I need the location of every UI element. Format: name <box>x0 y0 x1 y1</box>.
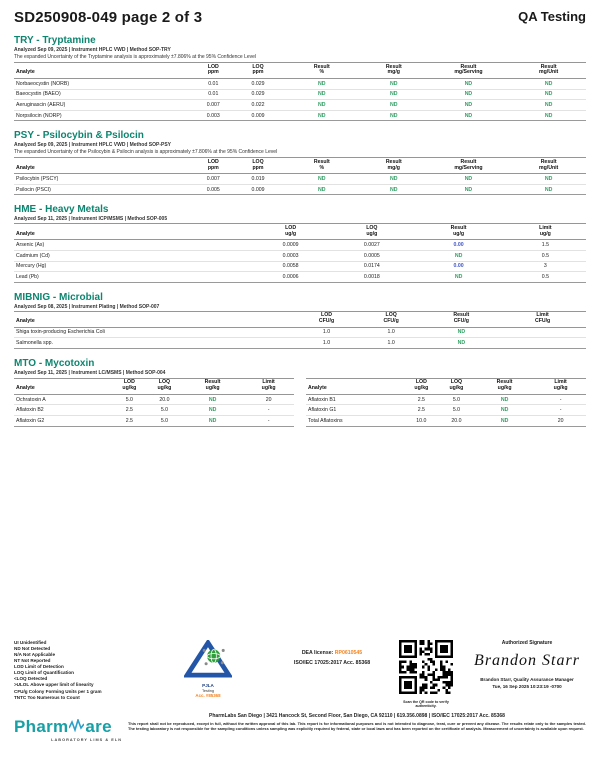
value-cell: 2.5 <box>404 405 439 416</box>
analyte-cell: Arsenic (As) <box>14 240 250 251</box>
table-row <box>14 261 586 272</box>
table-row <box>14 110 586 121</box>
qr-caption: Scan the QR code to verify authenticity. <box>403 700 449 708</box>
value-cell: 0.00 <box>412 240 504 251</box>
analyte-cell: Aflatoxin G1 <box>306 405 404 416</box>
value-cell: 0.0018 <box>331 272 412 283</box>
legend-item: CFU/g Colony Forming Units per 1 gram <box>14 688 102 694</box>
value-cell <box>499 327 586 338</box>
legend-item: >ULOL Above upper limit of linearity <box>14 682 94 688</box>
footer-text-block <box>122 713 586 732</box>
table-row <box>14 240 586 251</box>
column-header: LOD ppm <box>192 63 234 79</box>
value-cell: 0.5 <box>505 250 586 261</box>
value-cell: ND <box>282 78 362 89</box>
waveform-icon <box>69 719 84 732</box>
value-cell: 5.0 <box>147 416 182 427</box>
legend-item: NT Not Reported <box>14 658 51 664</box>
value-cell: 0.029 <box>234 89 281 100</box>
value-cell: 1.0 <box>359 338 424 349</box>
value-cell: ND <box>182 416 243 427</box>
value-cell: 1.0 <box>359 327 424 338</box>
value-cell: 0.019 <box>234 174 281 185</box>
column-header: LOD ug/kg <box>112 378 147 394</box>
pjla-subtitle: Testing <box>201 688 215 693</box>
section-tryptamine <box>14 35 586 121</box>
analyte-cell: Norbaeocystin (NORB) <box>14 78 192 89</box>
table-row <box>14 174 586 185</box>
value-cell: 0.005 <box>192 184 234 195</box>
pharmware-text-right: are <box>85 717 112 736</box>
value-cell: 1.0 <box>294 338 359 349</box>
value-cell: 0.007 <box>192 174 234 185</box>
value-cell: ND <box>362 110 426 121</box>
value-cell: - <box>243 405 294 416</box>
dea-license-label: DEA license: <box>301 650 335 656</box>
table-row <box>14 250 586 261</box>
value-cell: 0.01 <box>192 89 234 100</box>
analyte-cell: Psilocybin (PSCY) <box>14 174 192 185</box>
value-cell: 1.5 <box>505 240 586 251</box>
dea-license-number: RP0610545 <box>334 650 363 656</box>
column-header: Result mg/Unit <box>511 63 586 79</box>
table-row <box>306 394 586 405</box>
value-cell: 0.00 <box>412 261 504 272</box>
value-cell: ND <box>474 416 535 427</box>
value-cell: ND <box>426 100 512 111</box>
value-cell: ND <box>412 250 504 261</box>
report-footer <box>14 640 586 742</box>
column-header: Result mg/g <box>362 158 426 174</box>
license-block <box>272 648 392 669</box>
value-cell: 0.009 <box>234 110 281 121</box>
table-row <box>14 416 294 427</box>
section-title: TRY - Tryptamine <box>14 35 96 46</box>
value-cell: 2.5 <box>112 416 147 427</box>
column-header: Analyte <box>14 378 112 394</box>
section-analysis-meta: Analyzed Sep 11, 2025 | Instrument ICP/MSMS | Method SOP-005 <box>14 216 168 223</box>
value-cell: 20.0 <box>439 416 474 427</box>
table-header-row <box>14 224 586 240</box>
column-header: LOQ ug/kg <box>439 378 474 394</box>
column-header: LOD ug/kg <box>404 378 439 394</box>
value-cell: ND <box>474 405 535 416</box>
analyte-cell: Aflatoxin G2 <box>14 416 112 427</box>
value-cell: ND <box>282 174 362 185</box>
mycotoxin-results-table-left <box>14 378 294 427</box>
authorized-signature-block <box>468 640 586 689</box>
value-cell: 5.0 <box>439 405 474 416</box>
value-cell: ND <box>511 110 586 121</box>
value-cell: ND <box>282 184 362 195</box>
analyte-cell: Norpsilocin (NORP) <box>14 110 192 121</box>
column-header: Limit ug/kg <box>535 378 586 394</box>
table-row <box>306 416 586 427</box>
iso-accreditation-line: ISO/IEC 17025:2017 Acc. 85368 <box>293 660 371 667</box>
value-cell: ND <box>511 100 586 111</box>
value-cell: ND <box>511 78 586 89</box>
analyte-cell: Baeocystin (BAEO) <box>14 89 192 100</box>
column-header: Analyte <box>14 311 294 327</box>
signatory-name-title: Brandon Starr, Quality Assurance Manager <box>480 677 574 682</box>
value-cell: 0.0174 <box>331 261 412 272</box>
column-header: LOD CFU/g <box>294 311 359 327</box>
value-cell: ND <box>282 110 362 121</box>
column-header: Result mg/Serving <box>426 158 512 174</box>
value-cell: 0.0005 <box>331 250 412 261</box>
pharmware-tagline: LABORATORY LIMS & ELN <box>51 738 122 742</box>
uncertainty-note: The expanded Uncertainty of the Psilocybin & Psilocin analysis is approximately ±7.806% at the 95% Confidence Level <box>14 149 278 156</box>
value-cell: ND <box>282 100 362 111</box>
table-header-row <box>14 63 586 79</box>
table-row <box>14 338 586 349</box>
value-cell: - <box>535 394 586 405</box>
value-cell: ND <box>362 184 426 195</box>
value-cell: ND <box>362 174 426 185</box>
column-header: Result % <box>282 158 362 174</box>
value-cell: 20.0 <box>147 394 182 405</box>
column-header: Analyte <box>14 63 192 79</box>
legend-item: N/A Not Applicable <box>14 652 56 658</box>
table-row <box>14 78 586 89</box>
signature-heading: Authorized Signature <box>501 640 553 646</box>
column-header: LOQ ppm <box>234 63 281 79</box>
value-cell: 0.009 <box>234 184 281 195</box>
sample-id-page-title: SD250908-049 page 2 of 3 <box>14 9 203 26</box>
value-cell: ND <box>426 78 512 89</box>
value-cell: ND <box>412 272 504 283</box>
qr-code <box>399 640 453 694</box>
value-cell: ND <box>423 327 499 338</box>
table-row <box>14 405 294 416</box>
value-cell: ND <box>426 89 512 100</box>
value-cell: 0.0009 <box>250 240 331 251</box>
section-analysis-meta: Analyzed Sep 09, 2025 | Instrument HPLC VWD | Method SOP-PSY <box>14 142 171 149</box>
section-psilocybin <box>14 130 586 195</box>
table-row <box>14 89 586 100</box>
section-analysis-meta: Analyzed Sep 09, 2025 | Instrument HPLC VWD | Method SOP-TRY <box>14 47 171 53</box>
value-cell: 0.003 <box>192 110 234 121</box>
table-row <box>14 394 294 405</box>
column-header: Limit ug/kg <box>243 378 294 394</box>
signature-handwriting: Brandon Starr <box>474 652 580 669</box>
value-cell: 0.0006 <box>250 272 331 283</box>
column-header: LOQ ug/g <box>331 224 412 240</box>
verification-qr-block <box>394 640 458 708</box>
value-cell: ND <box>426 174 512 185</box>
value-cell: ND <box>474 394 535 405</box>
value-cell: 20 <box>243 394 294 405</box>
value-cell: 0.0058 <box>250 261 331 272</box>
dea-license-line <box>272 648 392 658</box>
value-cell: 0.01 <box>192 78 234 89</box>
legend-item: UI Unidentified <box>14 640 47 645</box>
value-cell: ND <box>362 89 426 100</box>
value-cell: ND <box>423 338 499 349</box>
value-cell: 0.022 <box>234 100 281 111</box>
column-header: LOD ug/g <box>250 224 331 240</box>
section-heavy-metals <box>14 204 586 282</box>
value-cell: ND <box>182 405 243 416</box>
value-cell: 0.007 <box>192 100 234 111</box>
value-cell: 1.0 <box>294 327 359 338</box>
column-header: Result % <box>282 63 362 79</box>
table-row <box>14 327 586 338</box>
value-cell: 3 <box>505 261 586 272</box>
column-header: Analyte <box>306 378 404 394</box>
column-header: Limit CFU/g <box>499 311 586 327</box>
value-cell: ND <box>362 100 426 111</box>
column-header: Result ug/g <box>412 224 504 240</box>
pharmware-wordmark <box>14 717 122 737</box>
column-header: Analyte <box>14 224 250 240</box>
abbreviation-legend <box>14 640 126 701</box>
value-cell: ND <box>182 394 243 405</box>
value-cell: ND <box>511 184 586 195</box>
value-cell: ND <box>511 174 586 185</box>
report-type-label: QA Testing <box>518 9 586 24</box>
pjla-triangle-globe-icon <box>184 640 232 678</box>
section-mycotoxin <box>14 358 586 427</box>
mycotoxin-dual-tables <box>14 377 586 427</box>
psilocybin-results-table <box>14 157 586 195</box>
heavy-metals-results-table <box>14 223 586 282</box>
section-analysis-meta: Analyzed Sep 08, 2025 | Instrument Plating | Method SOP-007 <box>14 303 160 310</box>
section-analysis-meta: Analyzed Sep 11, 2025 | Instrument LC/MSMS | Method SOP-004 <box>14 369 166 376</box>
value-cell: 0.029 <box>234 78 281 89</box>
value-cell: 10.0 <box>404 416 439 427</box>
value-cell: - <box>243 416 294 427</box>
value-cell: 0.0027 <box>331 240 412 251</box>
pjla-accreditation-logo <box>176 640 240 698</box>
analyte-cell: Salmonella spp. <box>14 338 294 349</box>
signature-timestamp: Tue, 16 Sep 2025 10:23:19 -0700 <box>492 683 562 689</box>
footer-top-row <box>14 640 586 708</box>
section-microbial <box>14 292 586 349</box>
pjla-name: PJLA <box>202 683 214 688</box>
value-cell: ND <box>362 78 426 89</box>
analyte-cell: Shiga toxin-producing Escherichia Coli <box>14 327 294 338</box>
column-header: Result mg/g <box>362 63 426 79</box>
table-header-row <box>14 378 294 394</box>
analyte-cell: Lead (Pb) <box>14 272 250 283</box>
analyte-cell: Psilocin (PSCI) <box>14 184 192 195</box>
value-cell <box>499 338 586 349</box>
lab-address-line: PharmLabs San Diego | 3421 Hancock St, Second Floor, San Diego, CA 92110 | 619.356.0898 | ISO/IEC 17025:2017 Acc. 85368 <box>209 713 505 719</box>
section-title: MIBNIG - Microbial <box>14 291 103 303</box>
value-cell: 20 <box>535 416 586 427</box>
analyte-cell: Aflatoxin B2 <box>14 405 112 416</box>
legend-item: <LOQ Detected <box>14 676 48 682</box>
uncertainty-note: The expanded Uncertainty of the Tryptamine analysis is approximately ±7.806% at the 95% Confidence Level <box>14 54 257 60</box>
legend-item: TNTC Too Numerous to Count <box>14 694 80 700</box>
value-cell: ND <box>282 89 362 100</box>
value-cell: 5.0 <box>112 394 147 405</box>
table-row <box>14 272 586 283</box>
document-header <box>14 9 586 26</box>
tryptamine-results-table <box>14 62 586 121</box>
legal-disclaimer: This report shall not be reproduced, except in full, without the written approval of this lab. This report is for informational purposes and is not intended to diagnose, treat, cure or prevent any disease. The results relate only to the samples tested. The testing laboratory is not responsible for the sampling conditions unless sampling was explicitly required by federal, state or local laws and has been reported on the certificate of analysis. Measurement of uncertainty is available upon request. <box>128 721 586 732</box>
value-cell: 2.5 <box>404 394 439 405</box>
legend-item: ND Not Detected <box>14 646 51 652</box>
microbial-results-table <box>14 311 586 349</box>
column-header: Result mg/Unit <box>511 158 586 174</box>
column-header: LOQ ppm <box>234 158 281 174</box>
value-cell: 0.0003 <box>250 250 331 261</box>
value-cell: 0.5 <box>505 272 586 283</box>
pharmware-logo <box>14 713 122 742</box>
column-header: LOD ppm <box>192 158 234 174</box>
column-header: Result ug/kg <box>182 378 243 394</box>
analyte-cell: Cadmium (Cd) <box>14 250 250 261</box>
section-title: PSY - Psilocybin & Psilocin <box>14 130 144 142</box>
analyte-cell: Mercury (Hg) <box>14 261 250 272</box>
section-title: MTO - Mycotoxin <box>14 357 95 369</box>
value-cell: ND <box>426 184 512 195</box>
value-cell: 2.5 <box>112 405 147 416</box>
value-cell: 5.0 <box>147 405 182 416</box>
column-header: Result CFU/g <box>423 311 499 327</box>
column-header: Result ug/kg <box>474 378 535 394</box>
table-row <box>14 184 586 195</box>
value-cell: - <box>535 405 586 416</box>
analyte-cell: Aeruginascin (AERU) <box>14 100 192 111</box>
column-header: Result mg/Serving <box>426 63 512 79</box>
column-header: LOQ CFU/g <box>359 311 424 327</box>
analyte-cell: Aflatoxin B1 <box>306 394 404 405</box>
value-cell: ND <box>426 110 512 121</box>
value-cell: 5.0 <box>439 394 474 405</box>
column-header: Limit ug/g <box>505 224 586 240</box>
table-header-row <box>14 158 586 174</box>
table-row <box>306 405 586 416</box>
table-header-row <box>306 378 586 394</box>
legend-item: LOD Limit of Detection <box>14 664 64 670</box>
pjla-accreditation-number: Acc. #85368 <box>195 692 221 698</box>
column-header: LOQ ug/kg <box>147 378 182 394</box>
table-header-row <box>14 311 586 327</box>
value-cell: ND <box>511 89 586 100</box>
mycotoxin-results-table-right <box>306 378 586 427</box>
section-title: HME - Heavy Metals <box>14 204 109 216</box>
footer-bottom-row <box>14 713 586 742</box>
analyte-cell: Total Aflatoxins <box>306 416 404 427</box>
column-header: Analyte <box>14 158 192 174</box>
legend-item: LOQ Limit of Quantification <box>14 670 74 676</box>
pharmware-text-left: Pharm <box>14 717 69 736</box>
table-row <box>14 100 586 111</box>
analyte-cell: Ochratoxin A <box>14 394 112 405</box>
